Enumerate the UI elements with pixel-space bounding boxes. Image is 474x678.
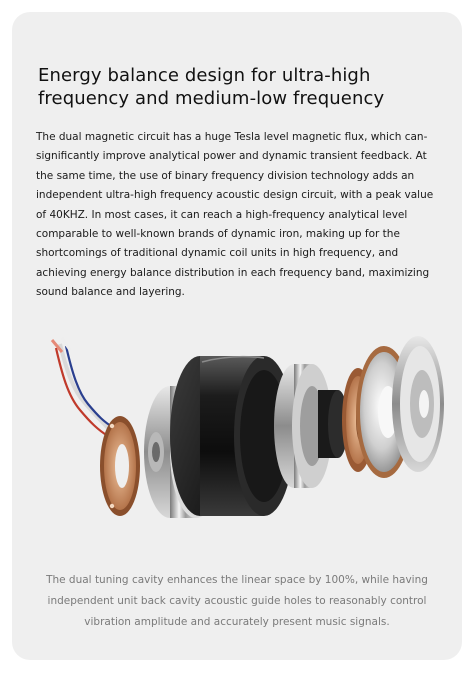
description-paragraph: The dual magnetic circuit has a huge Tesla level magnetic flux, which can-significantly improve analytical power and dynamic transient feedback. At the same time, the use of binary frequency division technology adds an independent ultra-high frequency acoustic design circuit, with a peak value of 40KHZ. In most cases, it can reach a high-frequency analytical level comparable to well-known brands of dynamic iron, making up for the shortcomings of traditional dynamic coil units in high frequency, and achieving energy balance distribution in each frequency band, maximizing sound balance and layering. bbox=[36, 131, 434, 299]
front-ring bbox=[392, 336, 444, 472]
section-title: Energy balance design for ultra-high frequency and medium-low frequency bbox=[38, 65, 385, 109]
figure-caption: The dual tuning cavity enhances the linear space by 100%, while having independent unit back cavity acoustic guide holes to reasonably control vibration amplitude and accurately present music signals. bbox=[46, 574, 428, 628]
feature-card bbox=[12, 12, 462, 660]
driver-exploded-view-illustration bbox=[32, 318, 452, 530]
lead-wires bbox=[52, 338, 114, 436]
pcb-ring bbox=[100, 416, 140, 516]
